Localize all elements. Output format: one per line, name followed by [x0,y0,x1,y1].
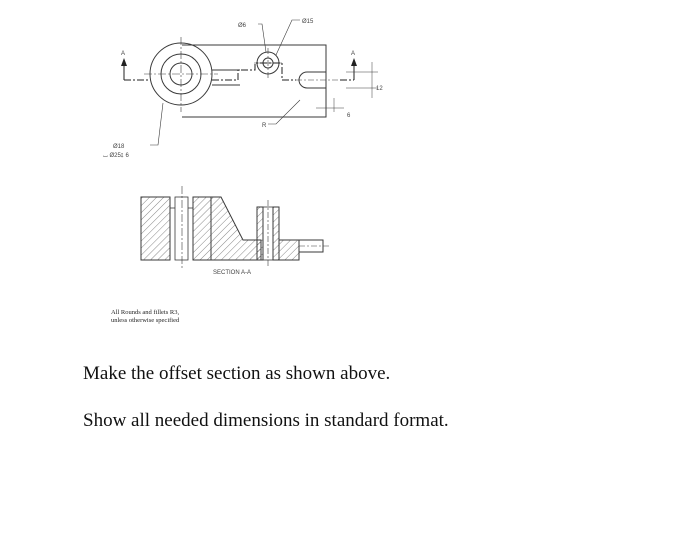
dim-radius: R [262,123,267,129]
top-view-outline [182,45,326,117]
section-caption: SECTION A-A [213,270,252,276]
section-base-right [279,240,299,260]
note-line-2: unless otherwise specified [111,317,180,324]
section-post-left [257,207,263,260]
leader-cbore [150,103,163,145]
section-post-right [273,207,279,260]
dim-cbore-dia: Ø18 [113,144,125,150]
counterbore-circle [161,54,201,94]
section-mark-left: A [121,51,126,57]
section-mark-right: A [351,51,356,57]
leader-dia6 [258,24,266,52]
leader-dia15 [276,20,300,55]
note-line-1: All Rounds and fillets R3, [111,309,180,316]
dim-small-dia: Ø6 [238,23,247,29]
top-view [121,20,378,145]
dim-large-dia: Ø15 [302,19,314,25]
section-view [141,186,331,270]
section-left-wall [141,197,170,260]
dim-cbore-spec: ⌴ Ø25↧ 6 [103,153,129,159]
leader-r [268,100,300,124]
section-right-wall [193,197,211,260]
dim-slot-depth: 6 [347,113,351,119]
dim-slot-height: 12 [376,86,383,92]
instruction-line-1: Make the offset section as shown above. [83,363,391,384]
instruction-line-2: Show all needed dimensions in standard format. [83,410,449,431]
section-rib [211,197,261,260]
